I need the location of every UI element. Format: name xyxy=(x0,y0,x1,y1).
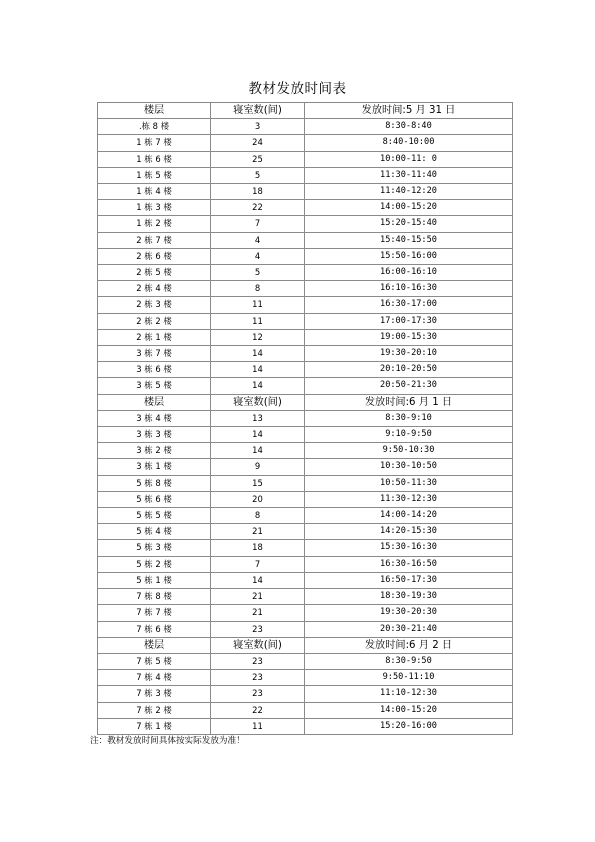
header-floor: 楼层 xyxy=(98,637,211,653)
table-row xyxy=(98,200,513,216)
cell-time: 15:30-16:30 xyxy=(305,540,513,556)
cell-floor: 3 栋 2 楼 xyxy=(98,443,211,459)
section-header-row xyxy=(98,103,513,119)
table-row xyxy=(98,653,513,669)
footnote: 注：教材发放时间具体按实际发放为准！ xyxy=(90,736,245,746)
cell-time: 20:50-21:30 xyxy=(305,378,513,394)
table-row xyxy=(98,362,513,378)
cell-floor: 2 栋 2 楼 xyxy=(98,313,211,329)
table-row xyxy=(98,702,513,718)
cell-floor: 7 栋 3 楼 xyxy=(98,686,211,702)
cell-floor: 2 栋 1 楼 xyxy=(98,329,211,345)
cell-floor: 2 栋 3 楼 xyxy=(98,297,211,313)
table-row xyxy=(98,427,513,443)
table-row xyxy=(98,491,513,507)
cell-time: 9:50-10:30 xyxy=(305,443,513,459)
table-row xyxy=(98,248,513,264)
cell-time: 14:00-14:20 xyxy=(305,508,513,524)
schedule-table xyxy=(97,102,513,735)
cell-floor: 2 栋 7 楼 xyxy=(98,232,211,248)
table-row xyxy=(98,151,513,167)
table-row xyxy=(98,540,513,556)
cell-rooms: 9 xyxy=(211,459,305,475)
table-row xyxy=(98,329,513,345)
cell-floor: 3 栋 3 楼 xyxy=(98,427,211,443)
cell-time: 10:00-11: 0 xyxy=(305,151,513,167)
table-row xyxy=(98,556,513,572)
cell-rooms: 5 xyxy=(211,167,305,183)
cell-rooms: 21 xyxy=(211,524,305,540)
cell-floor: 7 栋 7 楼 xyxy=(98,605,211,621)
cell-time: 11:40-12:20 xyxy=(305,184,513,200)
cell-floor: 7 栋 6 楼 xyxy=(98,621,211,637)
cell-floor: 7 栋 1 楼 xyxy=(98,718,211,734)
cell-rooms: 11 xyxy=(211,313,305,329)
cell-floor: 1 栋 6 楼 xyxy=(98,151,211,167)
cell-time: 20:30-21:40 xyxy=(305,621,513,637)
cell-time: 10:50-11:30 xyxy=(305,475,513,491)
cell-rooms: 3 xyxy=(211,119,305,135)
cell-rooms: 23 xyxy=(211,686,305,702)
cell-rooms: 23 xyxy=(211,670,305,686)
header-time: 发放时间:5 月 31 日 xyxy=(305,103,513,119)
header-time: 发放时间:6 月 1 日 xyxy=(305,394,513,410)
table-row xyxy=(98,508,513,524)
table-row xyxy=(98,621,513,637)
cell-rooms: 7 xyxy=(211,556,305,572)
table-row xyxy=(98,459,513,475)
section-header-row xyxy=(98,637,513,653)
header-rooms: 寝室数(间) xyxy=(211,394,305,410)
table-row xyxy=(98,410,513,426)
cell-floor: 3 栋 6 楼 xyxy=(98,362,211,378)
cell-time: 14:00-15:20 xyxy=(305,200,513,216)
table-row xyxy=(98,475,513,491)
cell-time: 14:00-15:20 xyxy=(305,702,513,718)
cell-time: 16:00-16:10 xyxy=(305,265,513,281)
cell-rooms: 14 xyxy=(211,362,305,378)
cell-floor: 3 栋 1 楼 xyxy=(98,459,211,475)
cell-time: 11:30-11:40 xyxy=(305,167,513,183)
cell-rooms: 15 xyxy=(211,475,305,491)
table-row xyxy=(98,167,513,183)
cell-rooms: 23 xyxy=(211,653,305,669)
cell-rooms: 18 xyxy=(211,540,305,556)
cell-floor: .栋 8 楼 xyxy=(98,119,211,135)
header-rooms: 寝室数(间) xyxy=(211,637,305,653)
table-row xyxy=(98,184,513,200)
header-time: 发放时间:6 月 2 日 xyxy=(305,637,513,653)
cell-floor: 2 栋 4 楼 xyxy=(98,281,211,297)
cell-rooms: 5 xyxy=(211,265,305,281)
cell-time: 8:30-8:40 xyxy=(305,119,513,135)
cell-rooms: 8 xyxy=(211,281,305,297)
cell-time: 20:10-20:50 xyxy=(305,362,513,378)
cell-floor: 1 栋 4 楼 xyxy=(98,184,211,200)
cell-floor: 5 栋 2 楼 xyxy=(98,556,211,572)
cell-rooms: 22 xyxy=(211,702,305,718)
cell-rooms: 25 xyxy=(211,151,305,167)
cell-time: 9:50-11:10 xyxy=(305,670,513,686)
cell-time: 8:40-10:00 xyxy=(305,135,513,151)
cell-floor: 3 栋 5 楼 xyxy=(98,378,211,394)
table-row xyxy=(98,216,513,232)
cell-rooms: 18 xyxy=(211,184,305,200)
cell-time: 9:10-9:50 xyxy=(305,427,513,443)
cell-rooms: 22 xyxy=(211,200,305,216)
cell-time: 18:30-19:30 xyxy=(305,589,513,605)
table-row xyxy=(98,232,513,248)
cell-floor: 5 栋 1 楼 xyxy=(98,572,211,588)
cell-rooms: 14 xyxy=(211,378,305,394)
cell-floor: 5 栋 3 楼 xyxy=(98,540,211,556)
table-row xyxy=(98,670,513,686)
cell-floor: 5 栋 8 楼 xyxy=(98,475,211,491)
cell-floor: 7 栋 8 楼 xyxy=(98,589,211,605)
cell-time: 10:30-10:50 xyxy=(305,459,513,475)
cell-rooms: 14 xyxy=(211,443,305,459)
table-row xyxy=(98,524,513,540)
table-row xyxy=(98,589,513,605)
cell-time: 19:00-15:30 xyxy=(305,329,513,345)
table-row xyxy=(98,443,513,459)
table-row xyxy=(98,718,513,734)
cell-time: 16:30-17:00 xyxy=(305,297,513,313)
cell-rooms: 14 xyxy=(211,346,305,362)
cell-time: 15:20-15:40 xyxy=(305,216,513,232)
cell-rooms: 11 xyxy=(211,297,305,313)
table-row xyxy=(98,297,513,313)
section-header-row xyxy=(98,394,513,410)
cell-floor: 5 栋 6 楼 xyxy=(98,491,211,507)
cell-time: 8:30-9:10 xyxy=(305,410,513,426)
table-row xyxy=(98,605,513,621)
cell-time: 16:10-16:30 xyxy=(305,281,513,297)
cell-time: 19:30-20:30 xyxy=(305,605,513,621)
cell-rooms: 23 xyxy=(211,621,305,637)
cell-rooms: 11 xyxy=(211,718,305,734)
table-row xyxy=(98,265,513,281)
cell-floor: 2 栋 6 楼 xyxy=(98,248,211,264)
cell-rooms: 14 xyxy=(211,427,305,443)
cell-floor: 7 栋 2 楼 xyxy=(98,702,211,718)
cell-time: 14:20-15:30 xyxy=(305,524,513,540)
cell-floor: 2 栋 5 楼 xyxy=(98,265,211,281)
cell-floor: 3 栋 4 楼 xyxy=(98,410,211,426)
cell-rooms: 8 xyxy=(211,508,305,524)
schedule-table-body xyxy=(98,103,513,735)
table-row xyxy=(98,135,513,151)
cell-time: 15:20-16:00 xyxy=(305,718,513,734)
cell-floor: 1 栋 7 楼 xyxy=(98,135,211,151)
cell-rooms: 12 xyxy=(211,329,305,345)
table-row xyxy=(98,686,513,702)
cell-rooms: 14 xyxy=(211,572,305,588)
cell-rooms: 21 xyxy=(211,589,305,605)
cell-time: 8:30-9:50 xyxy=(305,653,513,669)
table-row xyxy=(98,313,513,329)
cell-time: 19:30-20:10 xyxy=(305,346,513,362)
header-floor: 楼层 xyxy=(98,394,211,410)
page-title: 教材发放时间表 xyxy=(248,81,347,97)
table-row xyxy=(98,572,513,588)
table-row xyxy=(98,346,513,362)
cell-time: 16:30-16:50 xyxy=(305,556,513,572)
cell-rooms: 4 xyxy=(211,248,305,264)
cell-floor: 7 栋 5 楼 xyxy=(98,653,211,669)
table-row xyxy=(98,378,513,394)
cell-time: 11:30-12:30 xyxy=(305,491,513,507)
cell-rooms: 7 xyxy=(211,216,305,232)
cell-rooms: 24 xyxy=(211,135,305,151)
cell-floor: 1 栋 5 楼 xyxy=(98,167,211,183)
cell-time: 11:10-12:30 xyxy=(305,686,513,702)
header-floor: 楼层 xyxy=(98,103,211,119)
cell-floor: 5 栋 5 楼 xyxy=(98,508,211,524)
cell-floor: 7 栋 4 楼 xyxy=(98,670,211,686)
cell-floor: 1 栋 3 楼 xyxy=(98,200,211,216)
cell-time: 17:00-17:30 xyxy=(305,313,513,329)
cell-floor: 1 栋 2 楼 xyxy=(98,216,211,232)
table-row xyxy=(98,281,513,297)
cell-time: 15:40-15:50 xyxy=(305,232,513,248)
header-rooms: 寝室数(间) xyxy=(211,103,305,119)
table-row xyxy=(98,119,513,135)
cell-rooms: 21 xyxy=(211,605,305,621)
cell-rooms: 4 xyxy=(211,232,305,248)
cell-rooms: 13 xyxy=(211,410,305,426)
cell-time: 15:50-16:00 xyxy=(305,248,513,264)
cell-time: 16:50-17:30 xyxy=(305,572,513,588)
cell-rooms: 20 xyxy=(211,491,305,507)
cell-floor: 3 栋 7 楼 xyxy=(98,346,211,362)
cell-floor: 5 栋 4 楼 xyxy=(98,524,211,540)
